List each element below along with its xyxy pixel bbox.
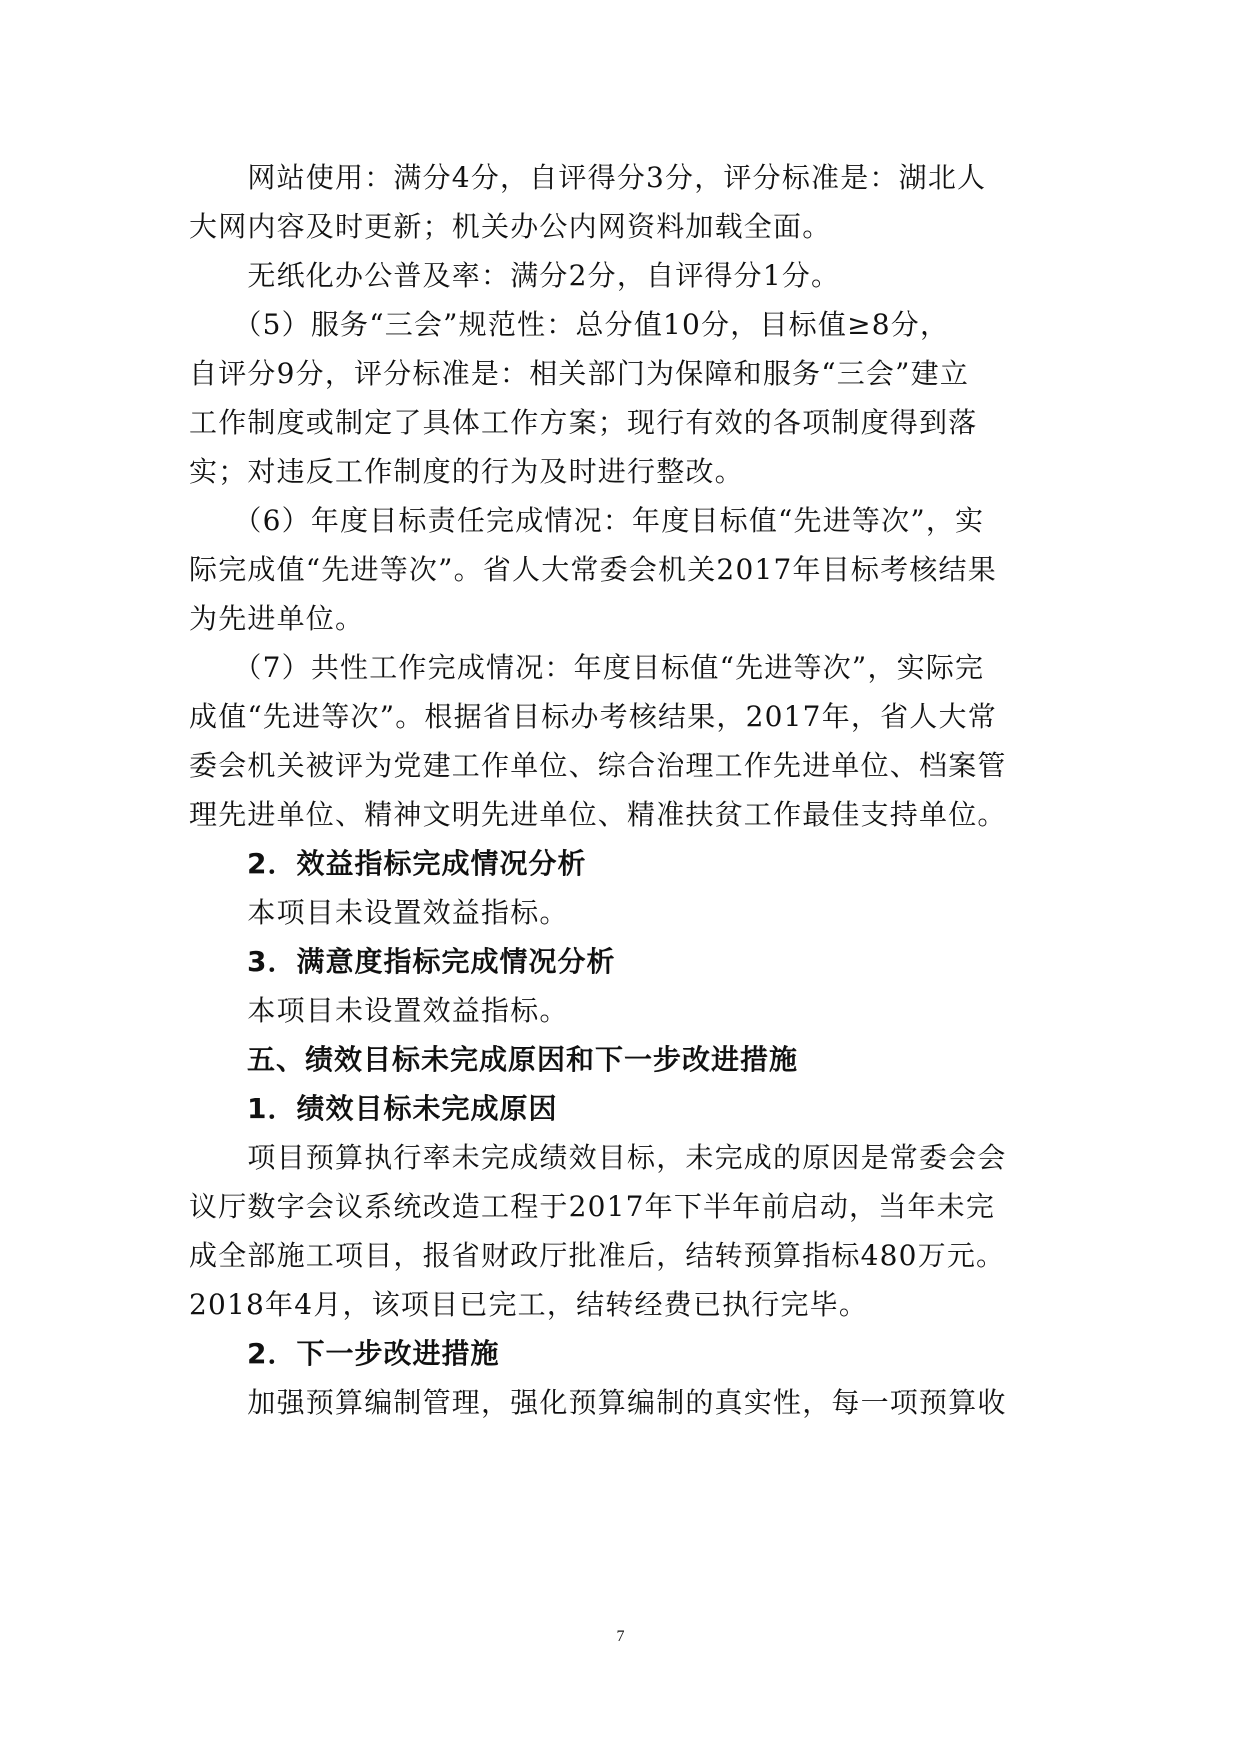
- paragraph-line: 成全部施工项目，报省财政厅批准后，结转预算指标480万元。: [189, 1239, 1006, 1272]
- paragraph-line: 加强预算编制管理，强化预算编制的真实性，每一项预算收: [189, 1386, 1007, 1419]
- paragraph-line: 委会机关被评为党建工作单位、综合治理工作先进单位、档案管: [189, 749, 1007, 782]
- page-number: 7: [616, 1628, 625, 1645]
- paragraph-line: 议厅数字会议系统改造工程于2017年下半年前启动，当年未完: [189, 1190, 996, 1223]
- paragraph-line: 理先进单位、精神文明先进单位、精准扶贫工作最佳支持单位。: [189, 798, 1007, 831]
- section-heading-improvement: 2．下一步改进措施: [189, 1337, 500, 1370]
- paragraph-line-item-5: （5）服务“三会”规范性：总分值10分，目标值≥8分，: [189, 308, 950, 341]
- paragraph-line: 本项目未设置效益指标。: [189, 994, 569, 1027]
- paragraph-line-item-6: （6）年度目标责任完成情况：年度目标值“先进等次”，实: [189, 504, 985, 537]
- paragraph-line: 成值“先进等次”。根据省目标办考核结果，2017年，省人大常: [189, 700, 997, 733]
- chapter-heading-five: 五、绩效目标未完成原因和下一步改进措施: [189, 1043, 799, 1076]
- paragraph-line: 大网内容及时更新；机关办公内网资料加载全面。: [189, 210, 832, 243]
- paragraph-line: 实；对违反工作制度的行为及时进行整改。: [189, 455, 744, 488]
- paragraph-line: 2018年4月，该项目已完工，结转经费已执行完毕。: [189, 1288, 869, 1321]
- paragraph-line: 本项目未设置效益指标。: [189, 896, 569, 929]
- paragraph-line-paperless: 无纸化办公普及率：满分2分，自评得分1分。: [189, 259, 841, 292]
- section-heading-satisfaction: 3．满意度指标完成情况分析: [189, 945, 616, 978]
- paragraph-line: 工作制度或制定了具体工作方案；现行有效的各项制度得到落: [189, 406, 978, 439]
- paragraph-line-website: 网站使用：满分4分，自评得分3分，评分标准是：湖北人: [189, 161, 987, 194]
- paragraph-line: 际完成值“先进等次”。省人大常委会机关2017年目标考核结果: [189, 553, 997, 586]
- paragraph-line: 项目预算执行率未完成绩效目标，未完成的原因是常委会会: [189, 1141, 1007, 1174]
- section-heading-benefit: 2．效益指标完成情况分析: [189, 847, 587, 880]
- paragraph-line-item-7: （7）共性工作完成情况：年度目标值“先进等次”，实际完: [189, 651, 985, 684]
- section-heading-reason: 1．绩效目标未完成原因: [189, 1092, 558, 1125]
- paragraph-line: 为先进单位。: [189, 602, 365, 635]
- paragraph-line: 自评分9分，评分标准是：相关部门为保障和服务“三会”建立: [189, 357, 970, 390]
